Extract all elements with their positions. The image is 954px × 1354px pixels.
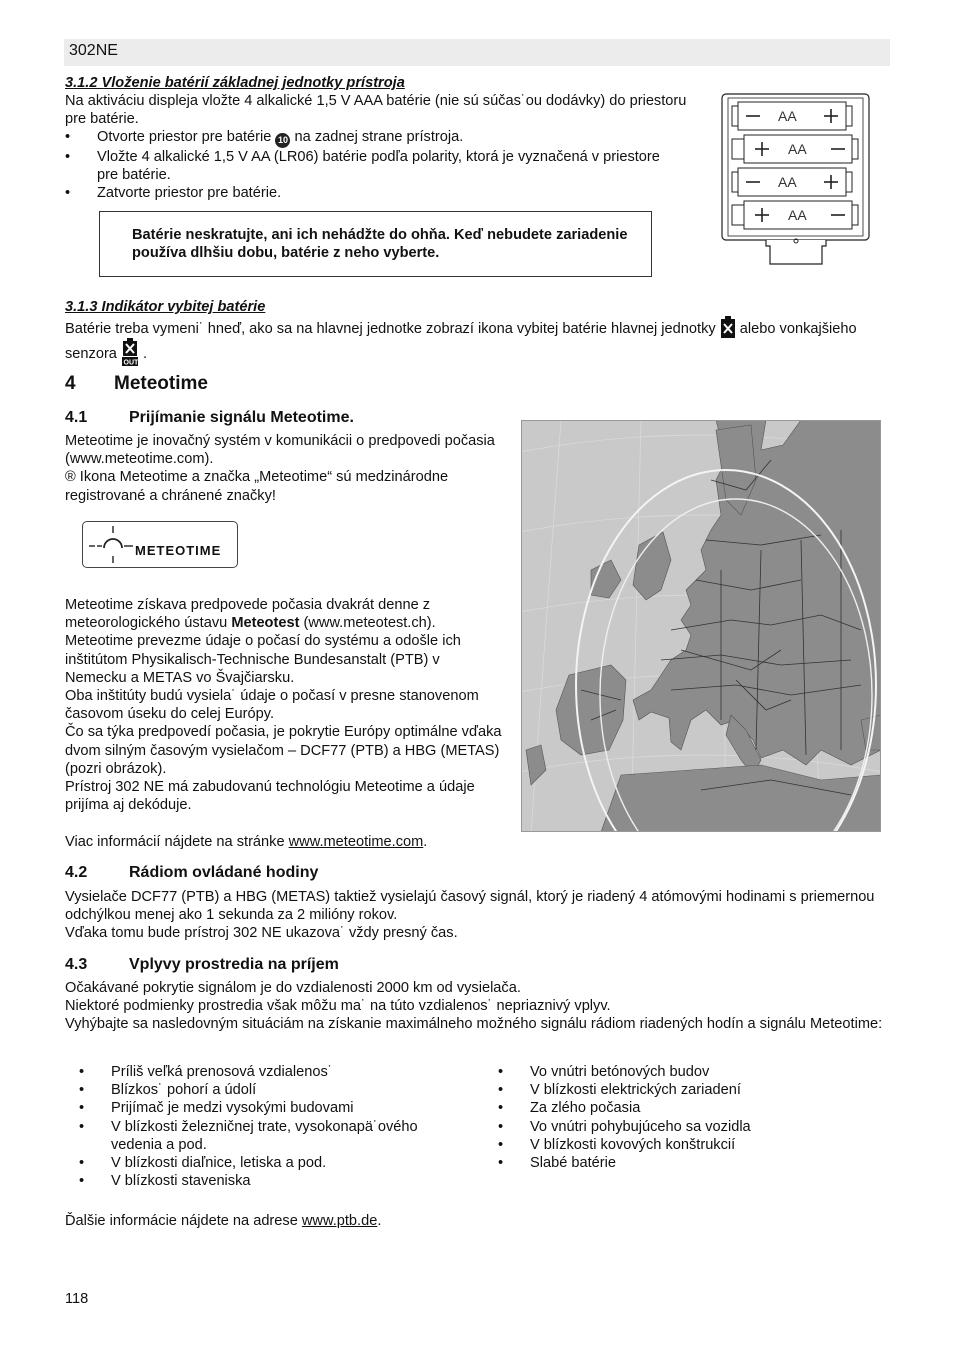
battery-label: AA: [788, 141, 807, 157]
section-313-title: 3.1.3 Indikátor vybitej batérie: [65, 299, 266, 315]
list-item: [498, 1136, 888, 1154]
ptb-info-end: .: [377, 1213, 382, 1229]
europe-coverage-map: [521, 420, 881, 832]
section-312-bullets: [65, 128, 685, 203]
section-313-text-end: .: [143, 346, 148, 363]
bullet-dot: •: [498, 1082, 504, 1099]
bullet-dot: •: [498, 1064, 504, 1080]
ptb-info-text: Ďalšie informácie nájdete na adrese: [65, 1213, 298, 1229]
meteotime-logo-text: METEOTIME: [135, 543, 222, 558]
list-item-text: Za zlého počasia: [530, 1100, 641, 1117]
list-item-text: Prijímač je medzi vysokými budovami: [111, 1100, 354, 1117]
battery-label: AA: [778, 108, 797, 124]
out-label: OUT: [123, 359, 139, 367]
p3-pre: Meteotime získava predpovede počasia dvakrát denne z meteorologického ústavu: [65, 597, 431, 632]
paragraph: Prístroj 302 NE má zabudovanú technológiu Meteotime a údaje prijíma aj dekóduje.: [65, 779, 475, 814]
paragraph: [65, 596, 505, 632]
bullet-dot: •: [79, 1155, 85, 1172]
section-41-title: Prijímanie signálu Meteotime.: [129, 409, 354, 426]
section-41-intro: [65, 432, 505, 505]
meteotime-logo: [82, 521, 238, 568]
ptb-link[interactable]: www.ptb.de: [301, 1213, 378, 1229]
more-info-line: [65, 833, 427, 851]
paragraph: Niektoré podmienky prostredia však môžu ma˙ na túto vzdialenos˙ nepriaznivý vplyv.: [65, 998, 611, 1015]
paragraph: Meteotime je inovačný systém v komunikácii o predpovedi počasia (www.meteotime.com).: [65, 433, 495, 468]
section-42-title: Rádiom ovládané hodiny: [129, 864, 319, 881]
warning-text: Batérie neskratujte, ani ich nehádžte do ohňa. Keď nebudete zariadenie používa dlhšiu dobu, batérie z neho vyberte.: [132, 227, 628, 262]
list-item: [79, 1099, 469, 1117]
battery-label: AA: [788, 207, 807, 223]
more-info-end: .: [423, 834, 428, 850]
list-item-text: V blízkosti elektrických zariadení: [530, 1082, 741, 1099]
list-item-text: V blízkosti železničnej trate, vysokonapä˙ového vedenia a pod.: [111, 1118, 418, 1153]
list-item-text: Príliš veľká prenosová vzdialenos˙: [111, 1064, 333, 1080]
section-43-number: 4.3: [65, 956, 88, 973]
section-41-number: 4.1: [65, 409, 88, 426]
section-313-text: [65, 316, 891, 366]
paragraph: Vyhýbajte sa nasledovným situáciám na získanie maximálneho možného signálu rádiom riadených hodín a signálu Meteotime:: [65, 1016, 883, 1033]
list-item: [79, 1081, 469, 1099]
section-312-title: 3.1.2 Vloženie batérií základnej jednotky prístroja: [65, 75, 405, 91]
more-info-text: Viac informácií nájdete na stránke: [65, 834, 285, 850]
bullet-dot: •: [79, 1100, 85, 1117]
environment-list-left: [79, 1063, 469, 1190]
bullet-dot: •: [65, 149, 71, 165]
bullet-dot: •: [498, 1118, 504, 1135]
paragraph: Oba inštitúty budú vysiela˙ údaje o počasí v presne stanovenom časovom úseku do celej Európy.: [65, 688, 479, 723]
paragraph: Očakávané pokrytie signálom je do vzdialenosti 2000 km od vysielača.: [65, 980, 521, 996]
section-4-title: Meteotime: [114, 373, 208, 394]
list-item-text: V blízkosti diaľnice, letiska a pod.: [111, 1155, 327, 1172]
list-item: [498, 1081, 888, 1099]
bullet3-text: Zatvorte priestor pre batérie.: [97, 185, 282, 202]
warning-box: [99, 211, 652, 277]
list-item: [65, 128, 685, 148]
list-item: [498, 1154, 888, 1172]
paragraph: ® Ikona Meteotime a značka „Meteotime“ sú medzinárodne registrované a chránené značky!: [65, 469, 449, 504]
section-4-number: 4: [65, 373, 76, 394]
bullet-dot: •: [498, 1136, 504, 1153]
section-43-title: Vplyvy prostredia na príjem: [129, 956, 339, 973]
meteotime-symbol-icon: [87, 524, 137, 564]
paragraph: Vysielače DCF77 (PTB) a HBG (METAS) taktiež vysielajú časový signál, ktorý je riadený 4 atómovými hodinami s priemernou odchýlkou menej ako 1 sekunda za 2 milióny rokov.: [65, 889, 875, 924]
section-312-intro: Na aktiváciu displeja vložte 4 alkalické 1,5 V AAA batérie (nie sú súčas˙ou dodávky) do priestoru pre batérie.: [65, 93, 687, 128]
bullet2-text: Vložte 4 alkalické 1,5 V AA (LR06) batérie podľa polarity, ktorá je vyznačená v priestore pre batérie.: [97, 149, 660, 184]
list-item-text: Blízkos˙ pohorí a údolí: [111, 1082, 257, 1099]
section-41-body: [65, 596, 505, 814]
low-battery-main-unit-icon: [720, 316, 736, 338]
list-item-text: Vo vnútri pohybujúceho sa vozidla: [530, 1118, 751, 1135]
header-bar: [64, 39, 890, 66]
p3-post: (www.meteotest.ch).: [303, 615, 436, 632]
section-43-body: [65, 979, 891, 1034]
meteotest-name: Meteotest: [231, 615, 300, 632]
list-item: [498, 1063, 888, 1081]
environment-list-right: [498, 1063, 888, 1172]
section-42-body: [65, 888, 891, 943]
list-item-text: V blízkosti kovových konštrukcií: [530, 1136, 736, 1153]
list-item: [498, 1118, 888, 1136]
list-item: [65, 148, 685, 184]
list-item-text: Slabé batérie: [530, 1155, 617, 1172]
bullet-dot: •: [498, 1155, 504, 1172]
list-item: [79, 1118, 469, 1154]
model-label: 302NE: [69, 42, 118, 59]
list-item: [79, 1172, 469, 1190]
page-number: 118: [65, 1291, 89, 1307]
bullet-dot: •: [79, 1064, 85, 1080]
bullet-dot: •: [65, 185, 71, 202]
list-item-text: Vo vnútri betónových budov: [530, 1064, 710, 1080]
meteotime-link[interactable]: www.meteotime.com: [288, 834, 424, 850]
bullet-dot: •: [65, 129, 71, 145]
paragraph: Meteotime prevezme údaje o počasí do systému a odošle ich inštitútom Physikalisch-Technische Bundesanstalt (PTB) v Nemecku a METAS vo Švajčiarsku.: [65, 633, 461, 686]
bullet1-post: na zadnej strane prístroja.: [294, 129, 464, 145]
list-item: [65, 184, 685, 202]
paragraph: Čo sa týka predpovedí počasia, je pokrytie Európy optimálne vďaka dvom silným časovým vysielačom – DCF77 (PTB) a HBG (METAS) (pozri obrázok).: [65, 724, 502, 777]
section-42-number: 4.2: [65, 864, 88, 881]
battery-label: AA: [778, 174, 797, 190]
bullet-dot: •: [79, 1118, 85, 1135]
bullet-dot: •: [498, 1100, 504, 1117]
section-313-text-pre: Batérie treba vymeni˙ hneď, ako sa na hlavnej jednotke zobrazí ikona vybitej batérie hlavnej jednotky: [65, 321, 716, 337]
bullet-dot: •: [79, 1173, 85, 1190]
battery-compartment-number-badge: 10: [275, 133, 290, 148]
battery-compartment-illustration: [720, 92, 872, 268]
section-313-text-mid: alebo vonkajšieho senzora: [65, 321, 857, 363]
list-item-text: V blízkosti staveniska: [111, 1173, 251, 1190]
bullet-dot: •: [79, 1082, 85, 1099]
bullet1-pre: Otvorte priestor pre batérie: [97, 129, 272, 145]
paragraph: Vďaka tomu bude prístroj 302 NE ukazova˙ vždy presný čas.: [65, 925, 458, 942]
list-item: [79, 1063, 469, 1081]
ptb-info-line: [65, 1212, 381, 1230]
list-item: [498, 1099, 888, 1117]
list-item: [79, 1154, 469, 1172]
low-battery-outdoor-sensor-icon: [121, 338, 139, 366]
